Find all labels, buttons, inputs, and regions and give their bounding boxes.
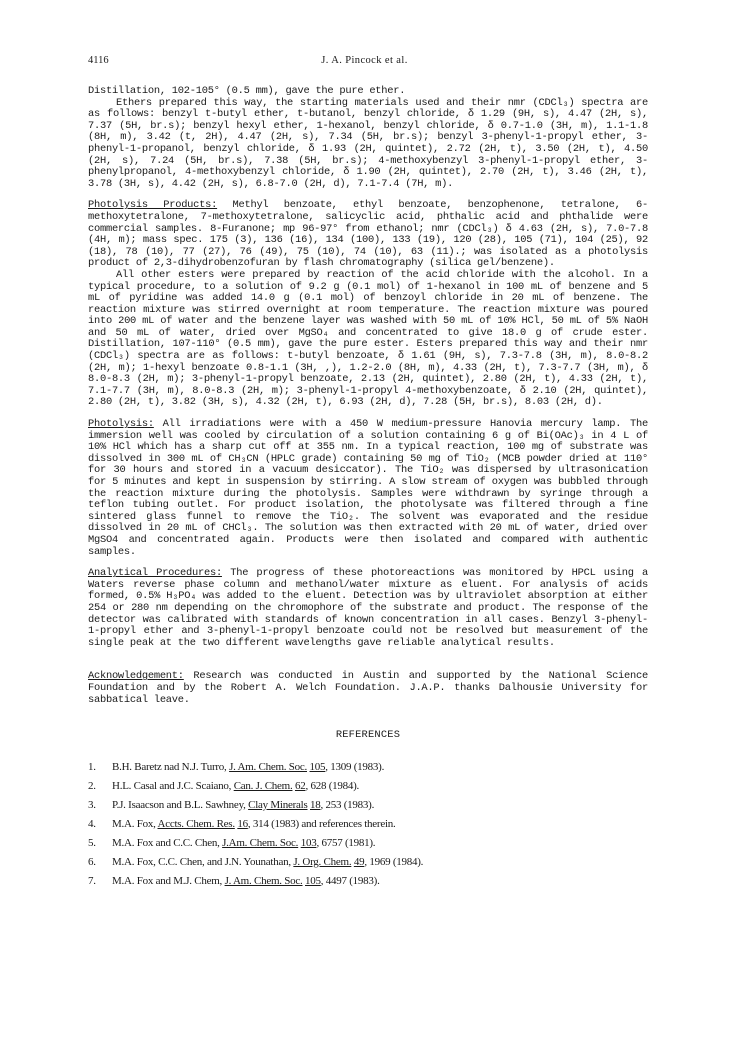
references-list	[88, 758, 648, 891]
acknowledgement-paragraph	[88, 671, 648, 706]
photolysis-paragraph	[88, 419, 648, 558]
reference-item	[88, 815, 648, 834]
section-head-analytical: Analytical Procedures:	[88, 567, 222, 580]
analytical-paragraph	[88, 568, 648, 649]
running-head: J. A. Pincock et al.	[321, 55, 408, 66]
acknowledgement-text: Research was conducted in Austin and supported by the National Science Foundation and by the Robert A. Welch Foundation. J.A.P. thanks Dalhousie University for sabbatical leave.	[88, 670, 648, 706]
reference-authors: M.A. Fox and C.C. Chen,	[112, 836, 223, 849]
esters-paragraph: All other esters were prepared by reaction of the acid chloride with the alcohol. In a typical procedure, to a solution of 9.2 g (0.1 mol) of 1-hexanol in 100 mL of benzene and 5 mL of pyridine was added 14.0 g (0.1 mol) of benzoyl chloride in 20 mL of benzene. The reaction mixture was stirred overnight at room temperature. The reaction mixture was poured into 200 mL of water and the benzene layer was washed with 50 mL of 10% HCl, 50 mL of 5% NaOH and 50 mL of water, dried over MgSO₄ and concentrated to give 18.0 g of crude ester. Distillation, 107-110° (0.5 mm), gave the pure ester. Esters prepared this way and their nmr (CDCl₃) spectra are as follows: t-butyl benzoate, δ 1.61 (9H, s), 7.3-7.8 (3H, m), 8.0-8.2 (2H, m); 1-hexyl benzoate 0.8-1.1 (3H, ,), 1.2-2.0 (8H, m), 4.33 (2H, t), 7.3-7.7 (3H, m), δ 8.0-8.3 (2H, m); 3-phenyl-1-propyl benzoate, 2.13 (2H, quintet), 2.80 (2H, t), 4.33 (2H, t), 7.1-7.7 (3H, m), 8.0-8.3 (2H, m); 3-phenyl-1-propyl 4-methoxybenzoate, δ 2.10 (2H, quintet), 2.80 (2H, t), 3.82 (3H, s), 4.32 (2H, t), 6.93 (2H, d), 7.28 (5H, br.s), 8.03 (2H, d).	[88, 268, 648, 409]
reference-number: 4.	[88, 817, 96, 830]
reference-details: , 4497 (1983).	[320, 874, 380, 887]
reference-number: 5.	[88, 836, 96, 849]
photolysis-products-paragraph	[88, 200, 648, 270]
article-body	[88, 86, 648, 891]
reference-authors: M.A. Fox,	[112, 817, 158, 830]
reference-details: , 628 (1984).	[305, 779, 360, 792]
references-heading: REFERENCES	[335, 729, 401, 742]
ethers-paragraph: Ethers prepared this way, the starting materials used and their nmr (CDCl₃) spectra are as follows: benzyl t-butyl ether, t-butanol, benzyl chloride, δ 1.29 (9H, s), 4.47 (2H, s), 7.37 (5H, br.s); benzyl hexyl ether, 1-hexanol, benzyl chloride, δ 0.7-1.0 (3H, m), 1.1-1.8 (8H, m), 3.42 (t, 2H), 4.47 (2H, s), 7.34 (5H, br.s); benzyl 3-phenyl-1-propyl ether, 3-phenyl-1-propanol, benzyl chloride, δ 1.93 (2H, quintet), 2.72 (2H, t), 3.50 (2H, t), 4.50 (2H, s), 7.24 (5H, br.s), 7.38 (5H, br.s); 4-methoxybenzyl 3-phenyl-1-propyl ether, 3-phenylpropanol, 4-methoxybenzyl chloride, δ 1.90 (2H, quintet), 2.70 (2H, t), 3.46 (2H, t), 3.78 (3H, s), 4.42 (2H, s), 6.8-7.0 (2H, d), 7.1-7.4 (7H, m).	[88, 96, 648, 190]
reference-item	[88, 853, 648, 872]
reference-number: 3.	[88, 798, 96, 811]
reference-journal: Accts. Chem. Res.	[157, 817, 235, 830]
reference-volume: 105	[309, 760, 326, 773]
reference-authors: B.H. Baretz nad N.J. Turro,	[112, 760, 230, 773]
reference-details: , 1969 (1984).	[364, 855, 424, 868]
reference-number: 2.	[88, 779, 96, 792]
reference-authors: M.A. Fox, C.C. Chen, and J.N. Younathan,	[112, 855, 294, 868]
section-head-acknowledgement: Acknowledgement:	[88, 670, 184, 683]
reference-item	[88, 834, 648, 853]
section-head-photolysis-products: Photolysis Products:	[88, 199, 218, 212]
reference-details: , 314 (1983) and references therein.	[247, 817, 396, 830]
reference-journal: J.Am. Chem. Soc.	[222, 836, 299, 849]
reference-item	[88, 796, 648, 815]
reference-number: 7.	[88, 874, 96, 887]
reference-details: , 1309 (1983).	[325, 760, 385, 773]
distillation-line: Distillation, 102-105° (0.5 mm), gave the pure ether.	[88, 85, 406, 97]
reference-volume: 49	[353, 855, 365, 868]
reference-volume: 16	[237, 817, 248, 830]
reference-details: , 6757 (1981).	[316, 836, 376, 849]
photolysis-text: All irradiations were with a 450 W medium-pressure Hanovia mercury lamp. The immersion well was cooled by circulation of a solution containing 6 g of Bi(OAc)₃ in 4 L of 10% HCl which has a sharp cut off at 355 nm. In a typical reaction, 100 mg of substrate was dissolved in 300 mL of CH₃CN (HPLC grade) containing 50 mg of TiO₂ (MCB powder dried at 110° for 30 hours and stored in a vacuum desiccator). The TiO₂ was dispersed by ultrasonication for 5 minutes and kept in suspension by stirring. A slow stream of oxygen was bubbled through the reaction mixture during the photolysis. Samples were withdrawn by syringe through a teflon tubing outlet. For product isolation, the photolysate was filtered through a fine sintered glass funnel to remove the TiO₂. The solvent was evaporated and the residue dissolved in 20 mL of CHCl₃. The solution was then extracted with 20 mL of water, dried over MgSO4 and concentrated again. Products were then isolated and compared with authentic samples.	[88, 418, 648, 558]
photolysis-products-text: Methyl benzoate, ethyl benzoate, benzophenone, tetralone, 6-methoxytetralone, 7-methoxytetralone, salicyclic acid, phthalic acid and phthalide were commercial samples. 8-Furanone; mp 96-97° from ethanol; nmr (CDCl₃) δ 4.63 (2H, s), 7.0-7.8 (4H, m); mass spec. 175 (3), 136 (16), 134 (100), 133 (19), 120 (28), 105 (71), 104 (25), 92 (18), 78 (10), 77 (27), 76 (49), 75 (10), 74 (10), 63 (11).; was isolated as a photolysis product of 2,3-dihydrobenzofuran by flash chromatography (silica gel/benzene).	[88, 199, 648, 270]
reference-journal: J. Org. Chem.	[293, 855, 352, 868]
reference-volume: 18	[310, 798, 321, 811]
reference-authors: H.L. Casal and J.C. Scaiano,	[112, 779, 234, 792]
reference-number: 6.	[88, 855, 96, 868]
reference-volume: 62	[294, 779, 306, 792]
reference-journal: Clay Minerals	[248, 798, 308, 811]
reference-authors: P.J. Isaacson and B.L. Sawhney,	[112, 798, 249, 811]
reference-details: , 253 (1983).	[320, 798, 375, 811]
reference-number: 1.	[88, 760, 96, 773]
reference-journal: Can. J. Chem.	[233, 779, 293, 792]
analytical-text: The progress of these photoreactions was monitored by HPCL using a Waters reverse phase column and methanol/water mixture as eluent. For analysis of acids formed, 0.5% H₃PO₄ was added to the eluent. Detection was by ultraviolet absorption at either 254 or 280 nm depending on the chromophore of the substrate and product. The response of the detector was calibrated with standards of known concentration in all cases. Benzyl 3-phenyl-1-propyl ether and 3-phenyl-1-propyl benzoate could not be resolved but measurement of the single peak at the two different wavelengths gave reliable analytical results.	[88, 567, 648, 649]
page-number: 4116	[88, 55, 109, 66]
section-head-photolysis: Photolysis:	[88, 418, 154, 431]
reference-item	[88, 872, 648, 891]
reference-journal: J. Am. Chem. Soc.	[224, 874, 303, 887]
reference-item	[88, 777, 648, 796]
reference-journal: J. Am. Chem. Soc.	[229, 760, 308, 773]
reference-volume: 103	[300, 836, 317, 849]
page-header	[88, 55, 641, 69]
reference-item	[88, 758, 648, 777]
reference-volume: 105	[305, 874, 321, 887]
reference-authors: M.A. Fox and M.J. Chem,	[112, 874, 225, 887]
